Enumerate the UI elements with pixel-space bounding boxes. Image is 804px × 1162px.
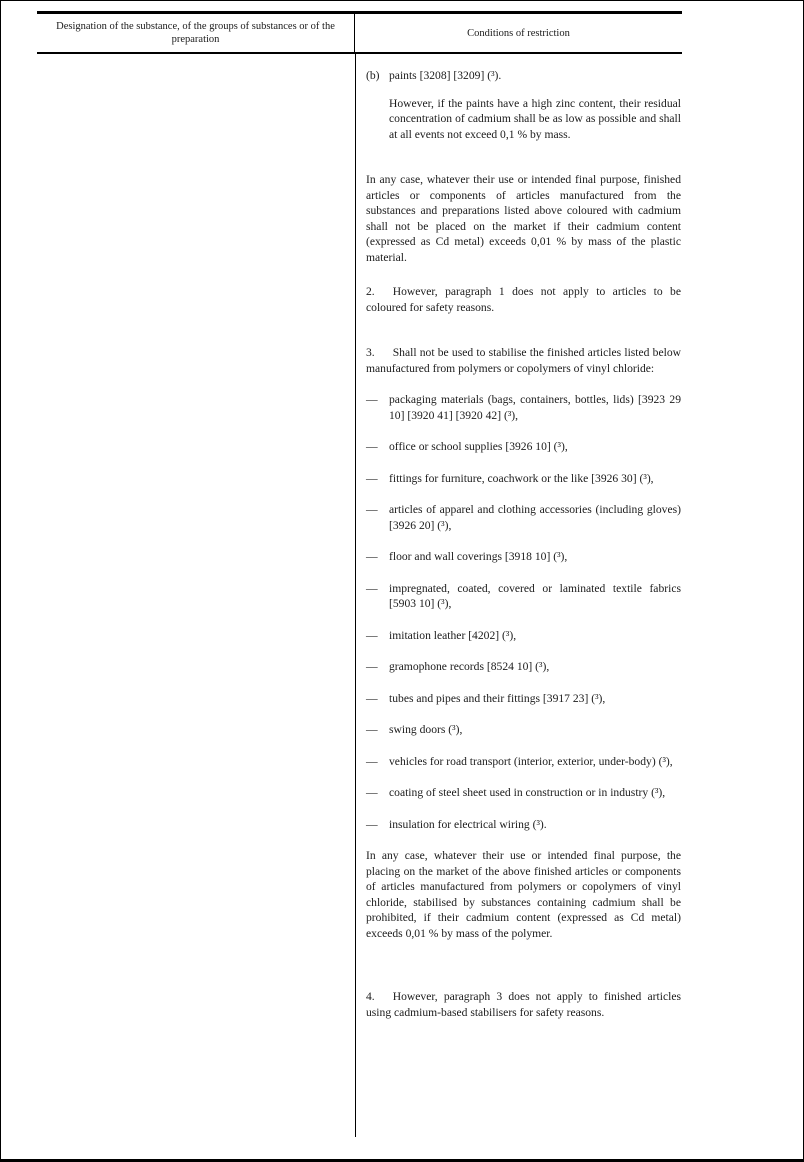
dash-marker: — <box>366 503 378 516</box>
dash-marker: — <box>366 471 378 485</box>
clause-b-text: paints [3208] [3209] (³). <box>389 69 502 82</box>
list-item-text: tubes and pipes and their fittings [3917 23] (³), <box>389 691 606 705</box>
list-item-electrical-insulation <box>366 817 681 833</box>
dash-marker: — <box>366 691 378 705</box>
list-item-text: fittings for furniture, coachwork or the like [3926 30] (³), <box>389 471 654 485</box>
dash-marker: — <box>366 754 378 768</box>
list-item-text: vehicles for road transport (interior, exterior, under-body) (³), <box>389 754 673 768</box>
dash-marker: — <box>366 723 378 736</box>
list-item-office-supplies <box>366 439 681 455</box>
header-designation-column: Designation of the substance, of the groups of substances or of the preparation <box>37 14 355 52</box>
list-item-steel-sheet-coating <box>366 785 681 801</box>
dash-marker: — <box>366 660 378 673</box>
list-item-text: gramophone records [8524 10] (³), <box>389 660 550 673</box>
dash-marker: — <box>366 393 378 406</box>
paragraph-4 <box>366 989 681 1020</box>
clause-b-marker: (b) <box>366 69 380 82</box>
list-item-text: office or school supplies [3926 10] (³), <box>389 440 568 453</box>
list-item-text: articles of apparel and clothing accessories (including gloves) [3926 20] (³), <box>389 503 681 532</box>
list-item-text: packaging materials (bags, containers, bottles, lids) [3923 29 10] [3920 41] [3920 42] (³), <box>389 393 681 422</box>
dash-marker: — <box>366 817 378 831</box>
paragraph-3-text: Shall not be used to stabilise the finished articles listed below manufactured from polymers or copolymers of vinyl chloride: <box>366 346 681 375</box>
dash-marker: — <box>366 786 378 799</box>
list-item-text: insulation for electrical wiring (³). <box>389 817 547 831</box>
clause-b-note: However, if the paints have a high zinc content, their residual concentration of cadmium shall be as low as possible and shall at all events not exceed 0,1 % by mass. <box>389 96 681 141</box>
paragraph-3-number: 3. <box>366 346 375 359</box>
list-item-apparel <box>366 502 681 533</box>
restrictions-table <box>37 11 682 1137</box>
designation-cell-empty <box>37 54 356 1137</box>
list-item-vehicles <box>366 754 681 770</box>
list-item-fittings <box>366 471 681 487</box>
table-body-row <box>37 54 682 1137</box>
list-item-text: imitation leather [4202] (³), <box>389 628 517 642</box>
conditions-cell <box>356 54 682 1137</box>
paragraph-4-text: However, paragraph 3 does not apply to finished articles using cadmium-based stabilisers for safety reasons. <box>366 990 681 1019</box>
list-item-text: impregnated, coated, covered or laminated textile fabrics [5903 10] (³), <box>389 581 681 610</box>
dash-marker: — <box>366 581 378 595</box>
clause-b <box>366 68 681 84</box>
paragraph-2-text: However, paragraph 1 does not apply to articles to be coloured for safety reasons. <box>366 285 681 314</box>
list-item-text: coating of steel sheet used in construction or in industry (³), <box>389 786 666 799</box>
list-item-text: floor and wall coverings [3918 10] (³), <box>389 550 568 563</box>
dash-marker: — <box>366 550 378 563</box>
list-item-gramophone-records <box>366 659 681 675</box>
list-item-imitation-leather <box>366 628 681 644</box>
list-item-text: swing doors (³), <box>389 723 463 736</box>
paragraph-general-stabilisers: In any case, whatever their use or intended final purpose, the placing on the market of the above finished articles or components of articles manufactured from polymers or copolymers of vinyl chloride, stabilised by substances containing cadmium shall be prohibited, if their cadmium content (expressed as Cd metal) exceeds 0,01 % by mass of the polymer. <box>366 849 681 940</box>
list-item-packaging <box>366 392 681 423</box>
header-conditions-column: Conditions of restriction <box>467 27 570 39</box>
list-item-floor-coverings <box>366 549 681 565</box>
list-item-tubes-pipes <box>366 691 681 707</box>
list-item-textile-fabrics <box>366 581 681 612</box>
dash-marker: — <box>366 628 378 642</box>
paragraph-2-number: 2. <box>366 285 375 298</box>
paragraph-4-number: 4. <box>366 990 375 1003</box>
dash-marker: — <box>366 440 378 453</box>
paragraph-3 <box>366 345 681 376</box>
paragraph-2 <box>366 284 681 315</box>
table-header-row <box>37 11 682 54</box>
paragraph-general-colouring: In any case, whatever their use or intended final purpose, finished articles or components of articles manufactured from the substances and preparations listed above coloured with cadmium shall not be placed on the market if their cadmium content (expressed as Cd metal) exceeds 0,01 % by mass of the plastic material. <box>366 173 681 264</box>
list-item-swing-doors <box>366 722 681 738</box>
